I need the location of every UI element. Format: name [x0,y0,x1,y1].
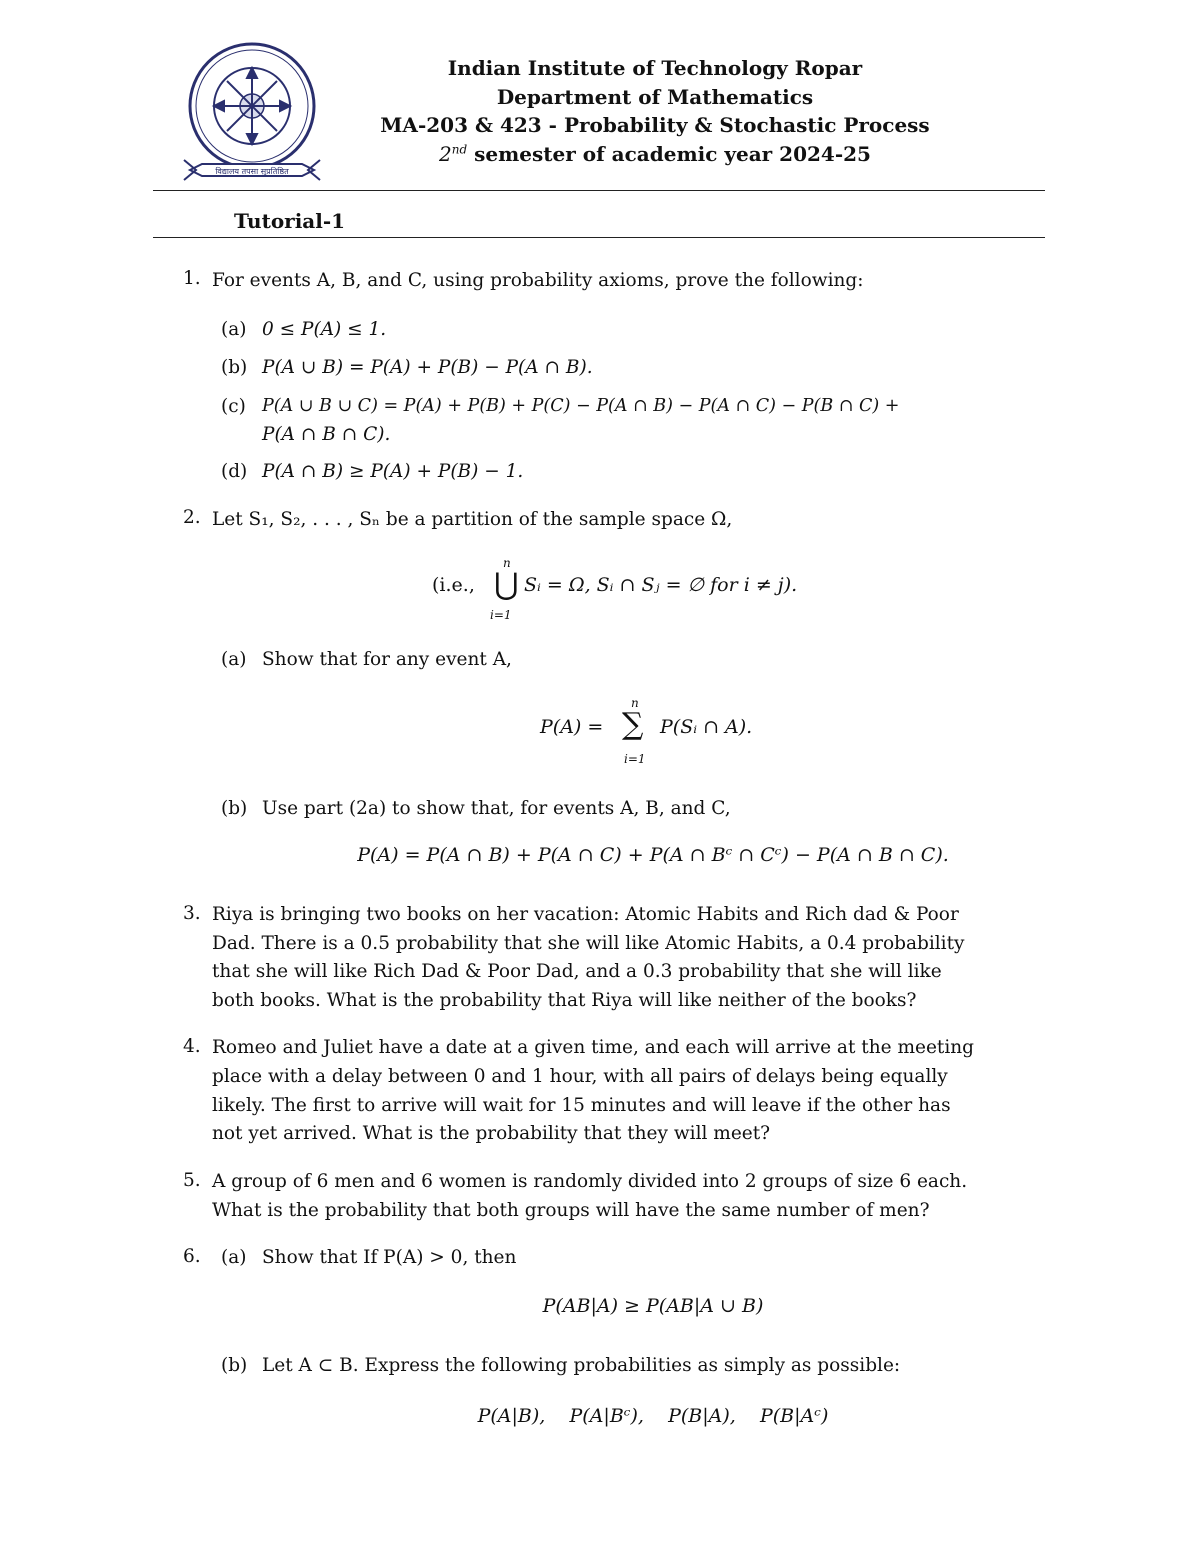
q2a-sum-equation: P(A) = n ∑ i=1 P(Sᵢ ∩ A). [540,696,753,766]
department-name: Department of Mathematics [496,85,814,109]
header-rule-top [153,190,1045,191]
q3-line1: Riya is bringing two books on her vacation: Atomic Habits and Rich dad & Poor [212,904,959,925]
q6b-text: Let A ⊂ B. Express the following probabilities as simply as possible: [262,1355,901,1376]
q3-line4: both books. What is the probability that Riya will like neither of the books? [212,990,917,1011]
q3-line3: that she will like Rich Dad & Poor Dad, and a 0.3 probability that she will like [212,961,942,982]
q5-line1: A group of 6 men and 6 women is randomly divided into 2 groups of size 6 each. [212,1171,968,1192]
q6b-equation: P(A|B), P(A|Bᶜ), P(B|A), P(B|Aᶜ) [477,1405,829,1427]
logo-emblem-icon [182,38,322,188]
q1d-label: (d) [221,461,248,482]
q4-line1: Romeo and Juliet have a date at a given time, and each will arrive at the meeting [212,1037,975,1058]
svg-text:विद्यालय तपसा सुप्रतिष्ठित: विद्यालय तपसा सुप्रतिष्ठित [215,167,289,176]
q2a-label: (a) [221,649,247,670]
q1c-text-line2: P(A ∩ B ∩ C). [262,424,391,445]
q5-number: 5. [183,1170,201,1191]
course-title: MA-203 & 423 - Probability & Stochastic Process [380,113,930,137]
tutorial-title: Tutorial-1 [234,209,346,233]
union-lower-limit: i=1 [490,608,512,622]
q1c-label: (c) [221,396,246,417]
q6a-equation: P(AB|A) ≥ P(AB|A ∪ B) [542,1295,764,1317]
q2-text: Let S₁, S₂, . . . , Sₙ be a partition of the sample space Ω, [212,509,733,530]
q2b-label: (b) [221,798,248,819]
q3-line2: Dad. There is a 0.5 probability that she will like Atomic Habits, a 0.4 probability [212,933,965,954]
q1a-text: 0 ≤ P(A) ≤ 1. [262,319,387,340]
q3-number: 3. [183,903,201,924]
q4-number: 4. [183,1036,201,1057]
q4-line3: likely. The first to arrive will wait for 15 minutes and will leave if the other has [212,1095,951,1116]
q4-line4: not yet arrived. What is the probability that they will meet? [212,1123,771,1144]
q1b-label: (b) [221,357,248,378]
q5-line2: What is the probability that both groups will have the same number of men? [212,1200,930,1221]
sum-upper-limit: n [631,696,639,710]
q2b-text: Use part (2a) to show that, for events A, B, and C, [262,798,731,819]
union-symbol: ⋃ [494,567,519,602]
q2-number: 2. [183,507,201,528]
q1b-text: P(A ∪ B) = P(A) + P(B) − P(A ∩ B). [262,357,593,378]
q6b-label: (b) [221,1355,248,1376]
q1c-text-line1: P(A ∪ B ∪ C) = P(A) + P(B) + P(C) − P(A ∩ B) − P(A ∩ C) − P(B ∩ C) + [262,396,900,416]
q1a-label: (a) [221,319,247,340]
institute-name: Indian Institute of Technology Ropar [447,56,863,80]
q6-number: 6. [183,1246,201,1267]
q4-line2: place with a delay between 0 and 1 hour, with all pairs of delays being equally [212,1066,948,1087]
q6a-text: Show that If P(A) > 0, then [262,1247,517,1268]
union-upper-limit: n [503,556,511,570]
sum-symbol: ∑ [622,707,644,742]
header-rule-bottom [153,237,1045,238]
q6a-label: (a) [221,1247,247,1268]
institute-logo [182,38,322,188]
q1d-text: P(A ∩ B) ≥ P(A) + P(B) − 1. [262,461,524,482]
sum-lower-limit: i=1 [624,752,646,766]
q1-number: 1. [183,268,201,289]
semester-line: 2nd semester of academic year 2024-25 [439,142,871,166]
q1-text: For events A, B, and C, using probability axioms, prove the following: [212,270,864,291]
q2b-equation: P(A) = P(A ∩ B) + P(A ∩ C) + P(A ∩ Bᶜ ∩ Cᶜ) − P(A ∩ B ∩ C). [357,844,949,866]
q2a-text: Show that for any event A, [262,649,512,670]
